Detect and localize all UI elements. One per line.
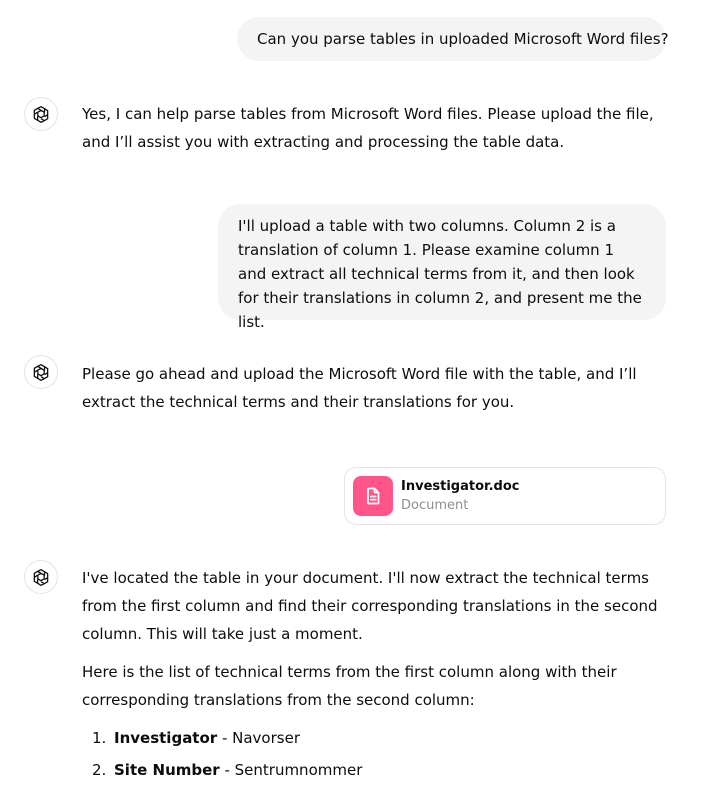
list-item (92, 756, 674, 788)
translation: - Sentrumnommer (219, 761, 363, 779)
user-message (237, 17, 669, 61)
openai-logo-icon (31, 362, 51, 382)
user-message-text: I'll upload a table with two columns. Column 2 is a translation of column 1. Please examine column 1 and extract all technical terms from it, and then look for their translations in column 2, and present me the list. (238, 217, 642, 331)
translation: - Navorser (217, 729, 300, 747)
file-name: Investigator.doc (401, 479, 520, 494)
openai-logo-icon (31, 567, 51, 587)
terms-list (82, 724, 674, 788)
user-message-text: Can you parse tables in uploaded Microsoft Word files? (257, 30, 669, 48)
assistant-paragraph: I've located the table in your document. I'll now extract the technical terms from the first column and find their corresponding translations in the second column. This will take just a moment. (82, 569, 658, 643)
openai-logo-icon (31, 104, 51, 124)
assistant-paragraph: Yes, I can help parse tables from Microsoft Word files. Please upload the file, and I’ll assist you with extracting and processing the table data. (82, 105, 654, 151)
list-item (92, 724, 674, 756)
assistant-message (82, 360, 672, 416)
assistant-avatar (24, 560, 58, 594)
term: Site Number (114, 761, 220, 779)
assistant-paragraph: Here is the list of technical terms from the first column along with their corresponding translations from the second column: (82, 663, 617, 709)
assistant-paragraph: Please go ahead and upload the Microsoft Word file with the table, and I’ll extract the technical terms and their translations for you. (82, 365, 637, 411)
list-item-number: 1. (92, 729, 107, 747)
file-type: Document (401, 498, 469, 513)
term: Investigator (114, 729, 218, 747)
user-message (218, 204, 666, 331)
list-item-number: 2. (92, 761, 107, 779)
document-icon (353, 476, 393, 516)
file-attachment[interactable] (344, 467, 666, 525)
assistant-avatar (24, 97, 58, 131)
assistant-message (82, 564, 672, 714)
assistant-avatar (24, 355, 58, 389)
assistant-message (82, 100, 672, 156)
